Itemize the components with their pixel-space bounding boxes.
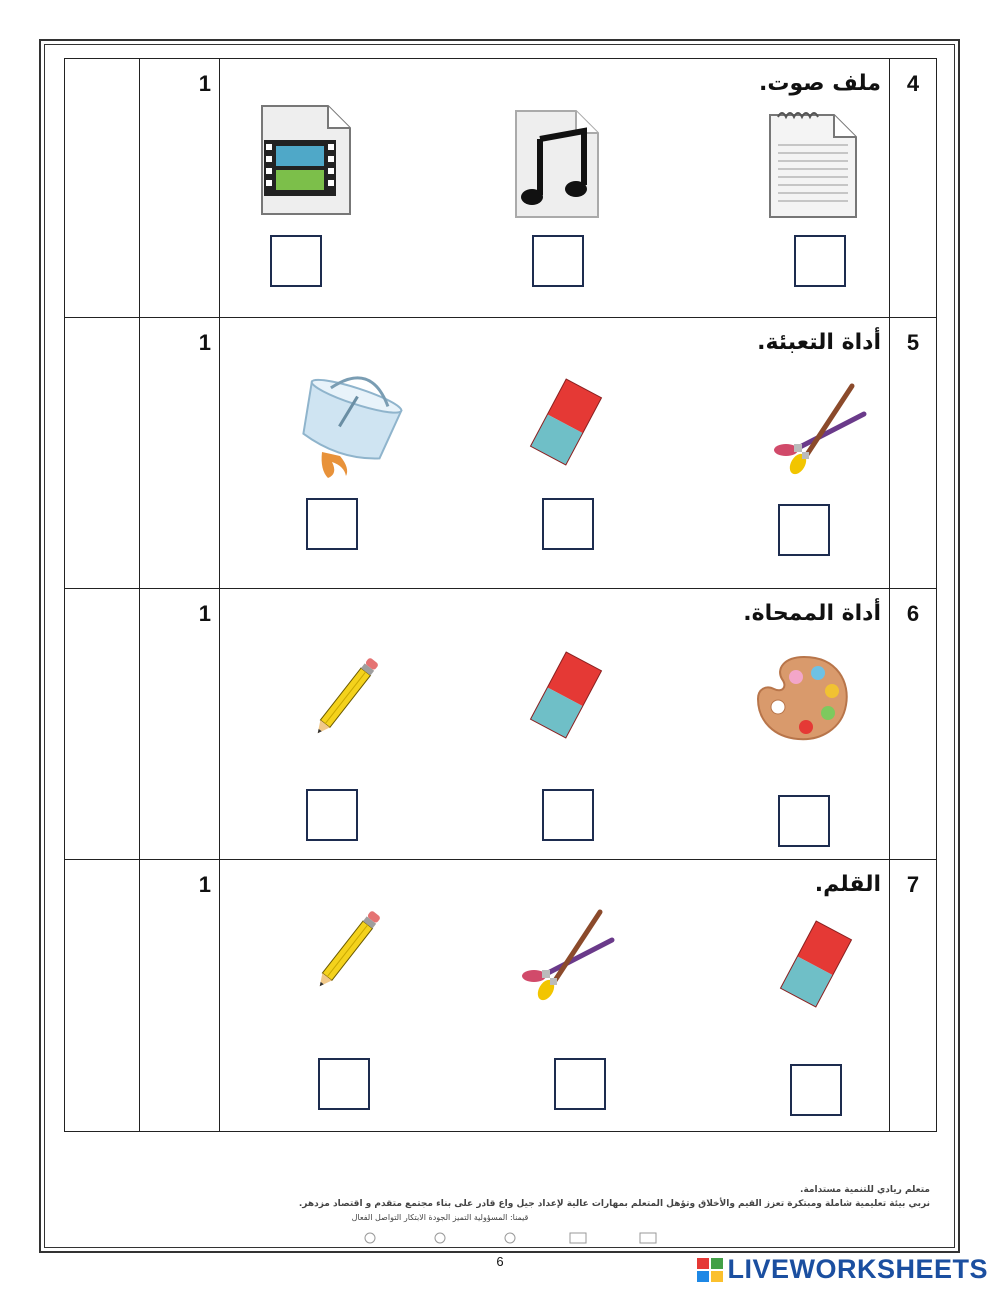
answer-checkbox[interactable] bbox=[542, 498, 594, 550]
text-document-icon bbox=[768, 109, 858, 221]
question-text: أداة التعبئة. bbox=[757, 330, 881, 355]
question-content bbox=[220, 589, 890, 860]
blank-cell bbox=[65, 589, 140, 860]
answer-checkbox[interactable] bbox=[778, 795, 830, 847]
footer-line-3: قيمنا: المسؤولية التميز الجودة الابتكار التواصل الفعال bbox=[351, 1213, 529, 1222]
answer-checkbox[interactable] bbox=[306, 498, 358, 550]
pencil-icon bbox=[304, 904, 404, 1004]
question-row bbox=[65, 318, 937, 589]
paintbrush-icon bbox=[516, 904, 626, 1008]
blank-cell bbox=[65, 860, 140, 1132]
blank-cell bbox=[65, 318, 140, 589]
brand-text: LIVEWORKSHEETS bbox=[727, 1254, 988, 1284]
answer-checkbox[interactable] bbox=[270, 235, 322, 287]
answer-checkbox[interactable] bbox=[318, 1058, 370, 1110]
liveworksheets-logo bbox=[697, 1254, 988, 1285]
answer-checkbox[interactable] bbox=[778, 504, 830, 556]
video-file-icon bbox=[258, 104, 354, 216]
answer-checkbox[interactable] bbox=[554, 1058, 606, 1110]
question-content bbox=[220, 860, 890, 1132]
answer-checkbox[interactable] bbox=[306, 789, 358, 841]
question-content bbox=[220, 318, 890, 589]
blank-cell bbox=[65, 59, 140, 318]
palette-icon bbox=[754, 649, 854, 747]
question-content bbox=[220, 59, 890, 318]
question-row bbox=[65, 589, 937, 860]
pencil-icon bbox=[302, 651, 402, 751]
score-cell: 1 bbox=[140, 59, 220, 318]
footer-vision bbox=[70, 1185, 930, 1222]
eraser-icon bbox=[776, 916, 866, 1016]
question-text: القلم. bbox=[814, 872, 881, 897]
audio-file-icon bbox=[514, 109, 600, 221]
values-icons bbox=[350, 1231, 680, 1245]
question-number: 7 bbox=[890, 860, 937, 1132]
eraser-icon bbox=[526, 374, 616, 474]
footer-line-2: نربي بيئة تعليمية شاملة ومبتكرة تعزز القيم والأخلاق وتؤهل المتعلم بمهارات عالية لإعداد جيل واع قادر على بناء مجتمع متقدم و اقتصاد مزدهر. bbox=[298, 1199, 930, 1209]
question-text: ملف صوت. bbox=[759, 71, 881, 96]
page-number: 6 bbox=[496, 1254, 504, 1269]
questions-table bbox=[64, 58, 937, 1132]
question-row bbox=[65, 59, 937, 318]
score-cell: 1 bbox=[140, 860, 220, 1132]
footer-line-1: متعلم ريادي للتنمية مستدامة. bbox=[800, 1185, 930, 1195]
liveworksheets-logo-icon bbox=[697, 1258, 723, 1282]
paintbrush-icon bbox=[768, 378, 878, 482]
score-cell: 1 bbox=[140, 318, 220, 589]
answer-checkbox[interactable] bbox=[794, 235, 846, 287]
score-cell: 1 bbox=[140, 589, 220, 860]
answer-checkbox[interactable] bbox=[790, 1064, 842, 1116]
question-text: أداة الممحاة. bbox=[743, 601, 881, 626]
paint-bucket-icon bbox=[292, 370, 412, 482]
question-number: 6 bbox=[890, 589, 937, 860]
answer-checkbox[interactable] bbox=[542, 789, 594, 841]
question-number: 4 bbox=[890, 59, 937, 318]
answer-checkbox[interactable] bbox=[532, 235, 584, 287]
question-number: 5 bbox=[890, 318, 937, 589]
eraser-icon bbox=[526, 647, 616, 747]
question-row bbox=[65, 860, 937, 1132]
